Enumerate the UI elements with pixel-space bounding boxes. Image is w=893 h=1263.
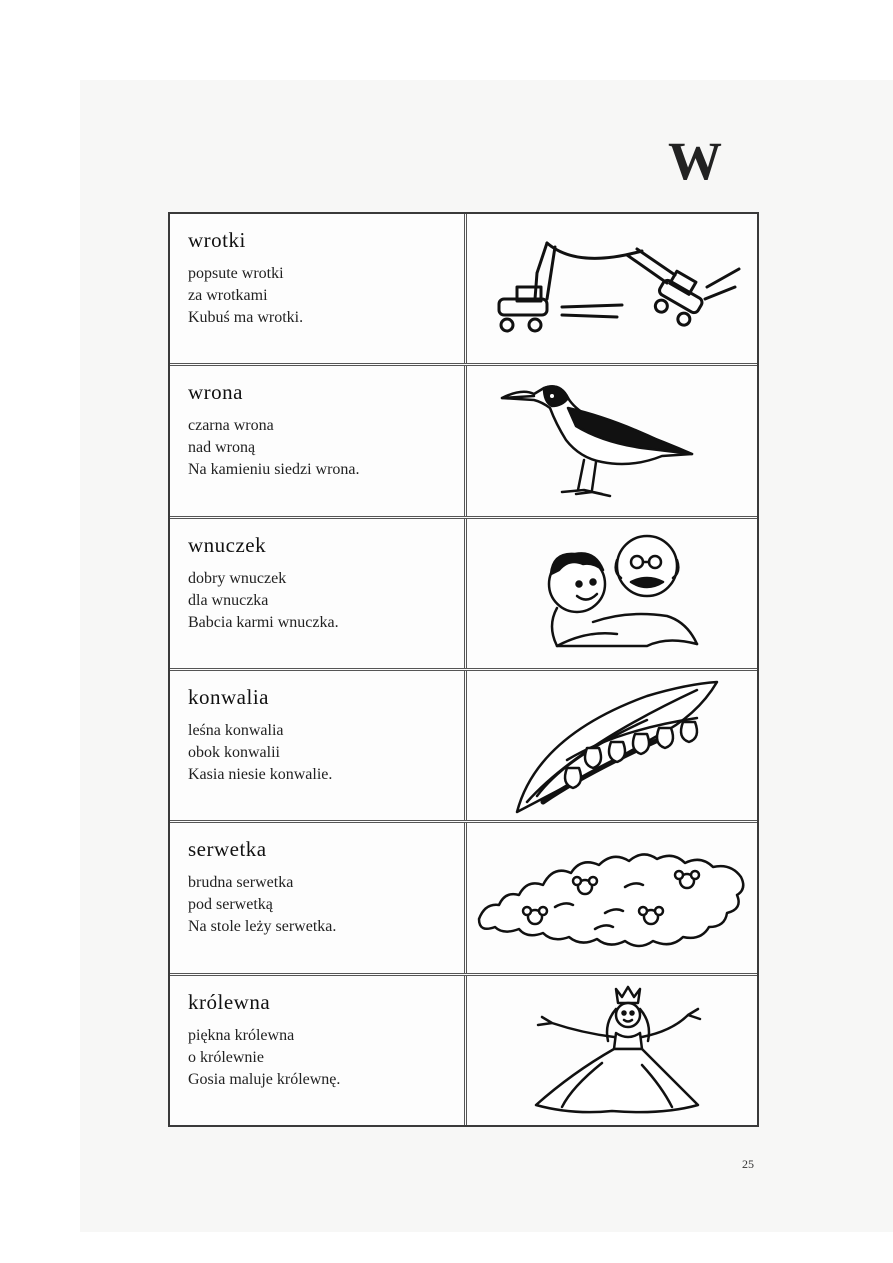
- phrase-line: nad wroną: [188, 439, 256, 457]
- text-cell: [170, 519, 467, 668]
- text-cell: [170, 366, 467, 515]
- lily-of-the-valley-icon: [497, 676, 727, 816]
- napkin-icon: [475, 843, 750, 953]
- text-cell: [170, 214, 467, 363]
- text-cell: [170, 823, 467, 972]
- table-row: [170, 519, 757, 671]
- phrase-line: Kubuś ma wrotki.: [188, 309, 304, 326]
- headword: wnuczek: [188, 532, 267, 557]
- phrase-line: pod serwetką: [188, 896, 273, 914]
- word-table: [168, 212, 759, 1127]
- phrase-line: leśna konwalia: [188, 721, 284, 739]
- table-row: [170, 214, 757, 366]
- table-row: [170, 976, 757, 1125]
- letter-heading: W: [668, 131, 722, 191]
- phrase-line: brudna serwetka: [188, 874, 294, 892]
- princess-icon: [512, 983, 712, 1118]
- crow-icon: [492, 376, 732, 506]
- text-cell: [170, 976, 467, 1125]
- phrase-line: Na stole leży serwetka.: [188, 918, 337, 936]
- phrase-line: obok konwalii: [188, 743, 280, 761]
- headword: królewna: [188, 989, 271, 1014]
- grandson-grandpa-icon: [497, 526, 727, 661]
- phrase-line: Babcia karmi wnuczka.: [188, 613, 339, 631]
- phrase-line: czarna wrona: [188, 417, 274, 435]
- headword: wrona: [188, 380, 243, 405]
- roller-skates-icon: [477, 229, 747, 349]
- table-row: [170, 823, 757, 975]
- phrase-line: Kasia niesie konwalie.: [188, 765, 333, 783]
- phrase-line: Gosia maluje królewnę.: [188, 1070, 341, 1088]
- picture-cell: [467, 823, 757, 972]
- text-cell: [170, 671, 467, 820]
- picture-cell: [467, 214, 757, 363]
- phrase-line: piękna królewna: [188, 1026, 295, 1044]
- picture-cell: [467, 366, 757, 515]
- headword: wrotki: [188, 228, 246, 252]
- picture-cell: [467, 519, 757, 668]
- picture-cell: [467, 671, 757, 820]
- phrase-line: o królewnie: [188, 1048, 264, 1066]
- table-row: [170, 366, 757, 518]
- phrase-line: dla wnuczka: [188, 591, 269, 609]
- phrase-line: za wrotkami: [188, 287, 268, 304]
- page-number: 25: [742, 1157, 754, 1171]
- phrase-line: popsute wrotki: [188, 265, 284, 282]
- picture-cell: [467, 976, 757, 1125]
- table-row: [170, 671, 757, 823]
- headword: konwalia: [188, 684, 269, 709]
- headword: serwetka: [188, 837, 267, 862]
- phrase-line: dobry wnuczek: [188, 569, 287, 587]
- phrase-line: Na kamieniu siedzi wrona.: [188, 461, 360, 479]
